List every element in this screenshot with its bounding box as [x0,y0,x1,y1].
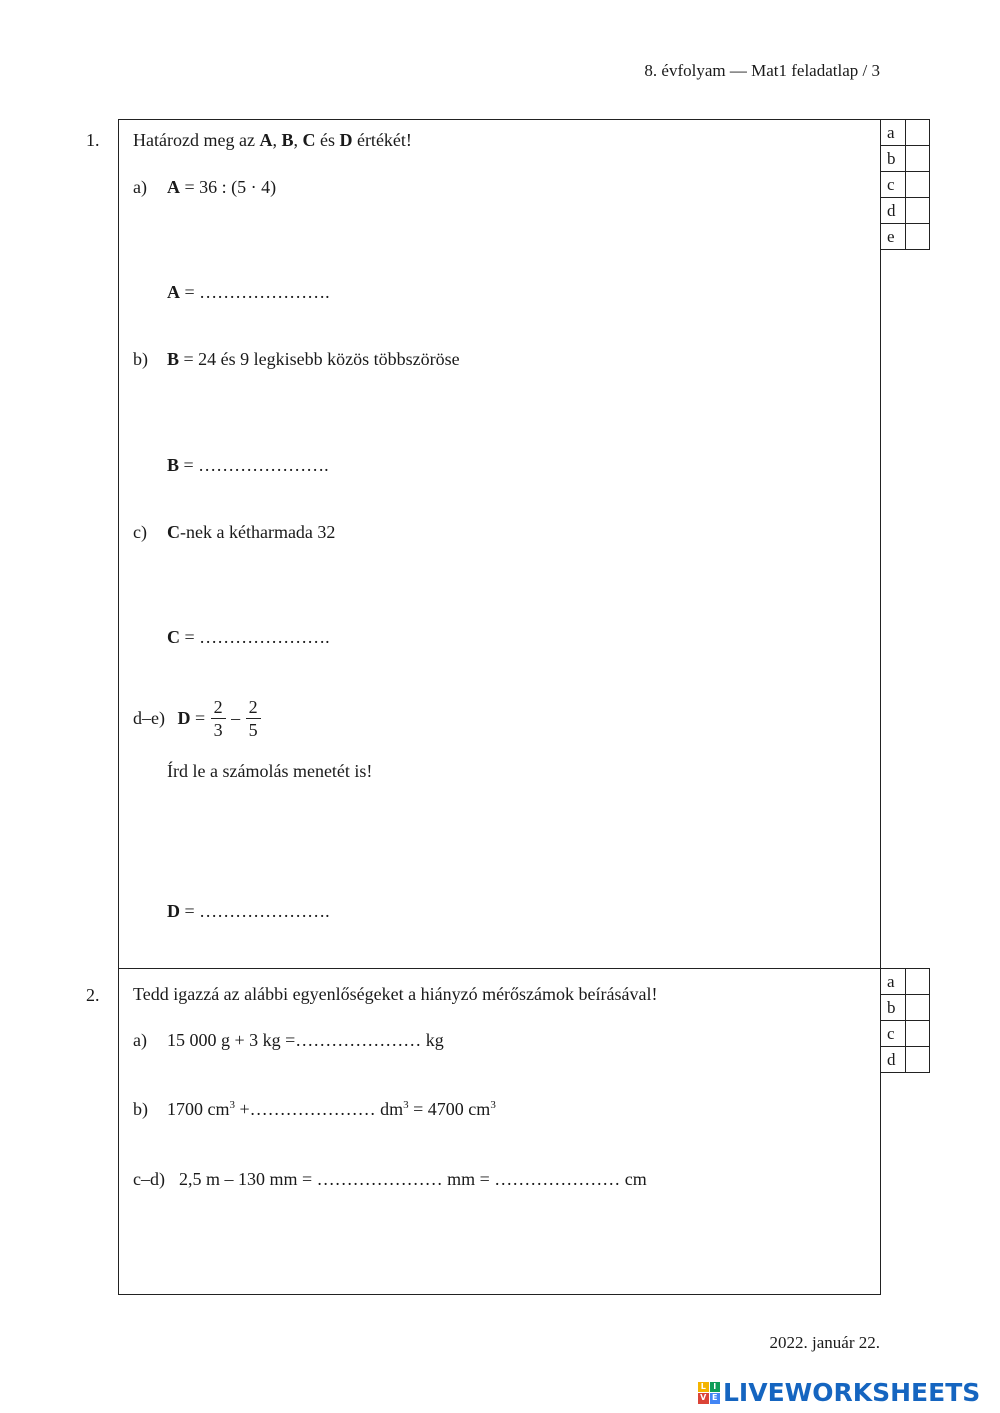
task1-b-answer[interactable]: B = …………………. [167,455,329,475]
score-label: d [881,198,906,224]
task2-number: 2. [86,985,100,1005]
task1-a-answer[interactable]: A = …………………. [167,282,330,302]
liveworksheets-logo-icon: L I V E [698,1382,720,1404]
score-cell [906,969,930,995]
task2-a-equation[interactable]: 15 000 g + 3 kg =………………… kg [167,1030,444,1050]
task1-c-expression: C-nek a kétharmada 32 [167,522,336,542]
task2-box [118,968,881,1295]
task1-c-label: c) [133,522,147,542]
task1-a-expression: A = 36 : (5 · 4) [167,177,277,197]
page-header: 8. évfolyam — Mat1 feladatlap / 3 [644,61,880,80]
score-label: d [881,1047,906,1073]
task1-b-expression: B = 24 és 9 legkisebb közös többszöröse [167,349,460,369]
task1-number: 1. [86,130,100,150]
liveworksheets-logo-text: LIVEWORKSHEETS [723,1378,981,1407]
task1-d-answer[interactable]: D = …………………. [167,901,330,921]
task2-intro: Tedd igazzá az alábbi egyenlőségeket a hiányzó mérőszámok beírásával! [133,984,658,1004]
score-cell [906,1021,930,1047]
score-label: c [881,172,906,198]
score-label: b [881,995,906,1021]
task1-de-expression: d–e) D = $\frac{2}{3}$ – $\frac{2}{5}$ [133,696,262,741]
task1-score-table [880,119,930,250]
score-cell [906,995,930,1021]
task1-box [118,119,881,969]
score-label: c [881,1021,906,1047]
score-cell [906,146,930,172]
fraction-two-thirds: $\frac{2}{3}$ [211,696,226,741]
score-cell [906,224,930,250]
score-label: a [881,969,906,995]
score-cell [906,198,930,224]
task1-de-instruction: Írd le a számolás menetét is! [167,761,373,781]
task2-b-equation[interactable]: 1700 $cm^3$ +………………… $dm^3 = 4700$ $cm^3$ [167,1099,496,1119]
task1-intro: Határozd meg az A, B, C és D értékét! [133,130,412,150]
score-cell [906,172,930,198]
task1-b-label: b) [133,349,148,369]
task2-a-label: a) [133,1030,147,1050]
score-label: e [881,224,906,250]
score-cell [906,120,930,146]
task2-cd-label: c–d) [133,1169,165,1189]
task2-score-table [880,968,930,1073]
task1-c-answer[interactable]: C = …………………. [167,627,330,647]
task1-a-label: a) [133,177,147,197]
score-label: b [881,146,906,172]
page-footer-date: 2022. január 22. [769,1333,880,1352]
task2-cd-equation[interactable]: 2,5 m – 130 mm = ………………… mm = ………………… cm [179,1169,647,1189]
score-cell [906,1047,930,1073]
liveworksheets-logo[interactable] [698,1378,980,1407]
task2-b-label: b) [133,1099,148,1119]
score-label: a [881,120,906,146]
fraction-two-fifths: $\frac{2}{5}$ [246,696,261,741]
